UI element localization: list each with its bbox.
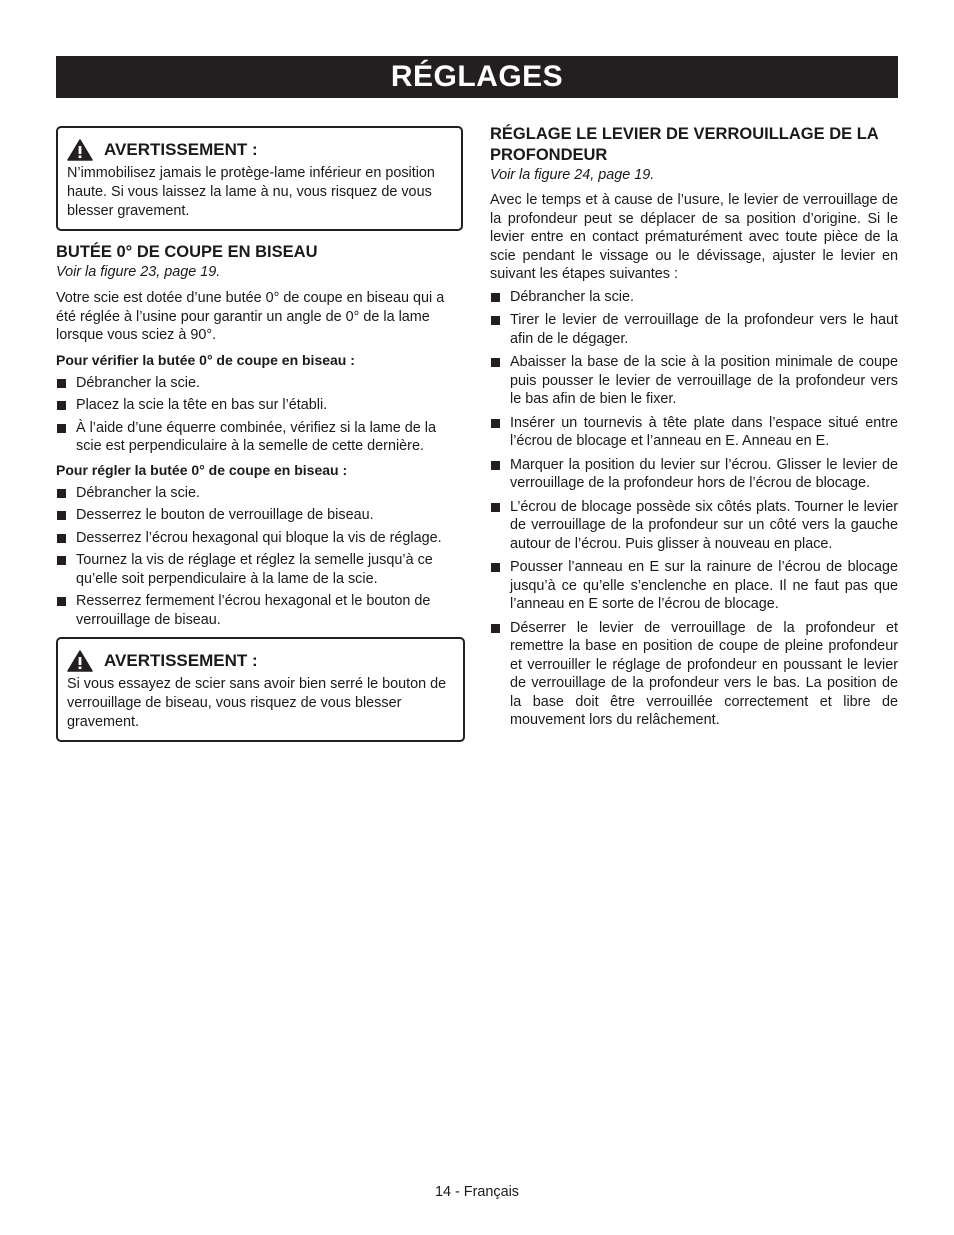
list-item: Débrancher la scie. <box>56 484 465 503</box>
list-item: Placez la scie la tête en bas sur l’établi. <box>56 396 465 415</box>
figure-reference: Voir la figure 24, page 19. <box>490 167 655 183</box>
list-item: Débrancher la scie. <box>56 374 465 393</box>
right-column <box>490 124 898 730</box>
list-item: Débrancher la scie. <box>490 288 898 307</box>
list-item: Desserrez le bouton de verrouillage de biseau. <box>56 506 465 525</box>
check-subheading: Pour vérifier la butée 0° de coupe en biseau : <box>56 351 355 368</box>
warning-title: AVERTISSEMENT : <box>104 651 258 670</box>
warning-text: N’immobilisez jamais le protège-lame inférieur en position haute. Si vous laissez la lame à nu, vous risquez de vous blesser gravement. <box>67 165 435 219</box>
list-item: À l’aide d’une équerre combinée, vérifiez si la lame de la scie est perpendiculaire à la semelle de cette dernière. <box>56 419 465 456</box>
page-title-banner <box>56 56 898 98</box>
warning-box-1 <box>56 126 463 231</box>
warning-text: Si vous essayez de scier sans avoir bien serré le bouton de verrouillage de biseau, vous risquez de vous blesser gravement. <box>67 676 447 730</box>
adjust-subheading: Pour régler la butée 0° de coupe en biseau : <box>56 461 348 478</box>
left-column <box>56 126 465 742</box>
list-item: Resserrez fermement l’écrou hexagonal et le bouton de verrouillage de biseau. <box>56 592 465 629</box>
list-item: Abaisser la base de la scie à la position minimale de coupe puis pousser le levier de verrouillage de la profondeur vers le bas afin de bien le fixer. <box>490 353 898 409</box>
section-heading-bevel-stop: BUTÉE 0° DE COUPE EN BISEAU <box>56 243 318 261</box>
figure-reference: Voir la figure 23, page 19. <box>56 264 221 280</box>
list-item: Desserrez l’écrou hexagonal qui bloque la vis de réglage. <box>56 529 465 548</box>
list-item: Pousser l’anneau en E sur la rainure de l’écrou de blocage jusqu’à ce qu’elle s’enclenche en place. Il ne faut pas que l’anneau en E sorte de l’écrou de blocage. <box>490 558 898 614</box>
page-number: 14 - Français <box>435 1184 519 1200</box>
check-steps-list <box>56 374 465 456</box>
adjust-steps-list <box>56 484 465 630</box>
warning-header <box>67 138 452 162</box>
warning-box-2 <box>56 637 465 742</box>
list-item: L’écrou de blocage possède six côtés plats. Tourner le levier de verrouillage de la profondeur sur un côté vers la gauche autour de l’écrou. Puis glisser à nouveau en place. <box>490 498 898 554</box>
warning-title: AVERTISSEMENT : <box>104 140 258 159</box>
warning-triangle-icon <box>67 139 93 161</box>
warning-header <box>67 649 454 673</box>
depth-lever-steps-list <box>490 288 898 730</box>
list-item: Déserrer le levier de verrouillage de la profondeur et remettre la base en position de coupe de pleine profondeur et verrouiller le réglage de profondeur en poussant le levier de verrouillage de la profondeur vers le bas. La position de la base doit être verrouillée correctement et libre de mouvement lors du relâchement. <box>490 619 898 730</box>
page-footer <box>0 1183 954 1202</box>
section-intro: Avec le temps et à cause de l’usure, le levier de verrouillage de la profondeur peut se déplacer de sa position d’origine. Si le levier entre en contact prématurément avec toute pièce de la scie pendant le vissage ou le dévissage, ajuster le levier en suivant les étapes suivantes : <box>490 192 898 282</box>
list-item: Marquer la position du levier sur l’écrou. Glisser le levier de verrouillage de la profondeur hors de l’écrou de blocage. <box>490 456 898 493</box>
list-item: Tirer le levier de verrouillage de la profondeur vers le haut afin de le dégager. <box>490 311 898 348</box>
page-title: RÉGLAGES <box>390 60 564 93</box>
warning-triangle-icon <box>67 650 93 672</box>
list-item: Tournez la vis de réglage et réglez la semelle jusqu’à ce qu’elle soit perpendiculaire à la lame de la scie. <box>56 551 465 588</box>
section-intro: Votre scie est dotée d’une butée 0° de coupe en biseau qui a été réglée à l’usine pour garantir un angle de 0° de la lame lorsque vous sciez à 90°. <box>56 290 445 343</box>
list-item: Insérer un tournevis à tête plate dans l’espace situé entre l’écrou de blocage et l’anneau en E. Anneau en E. <box>490 414 898 451</box>
section-heading-depth-lever: RÉGLAGE LE LEVIER DE VERROUILLAGE DE LA PROFONDEUR <box>490 125 879 164</box>
